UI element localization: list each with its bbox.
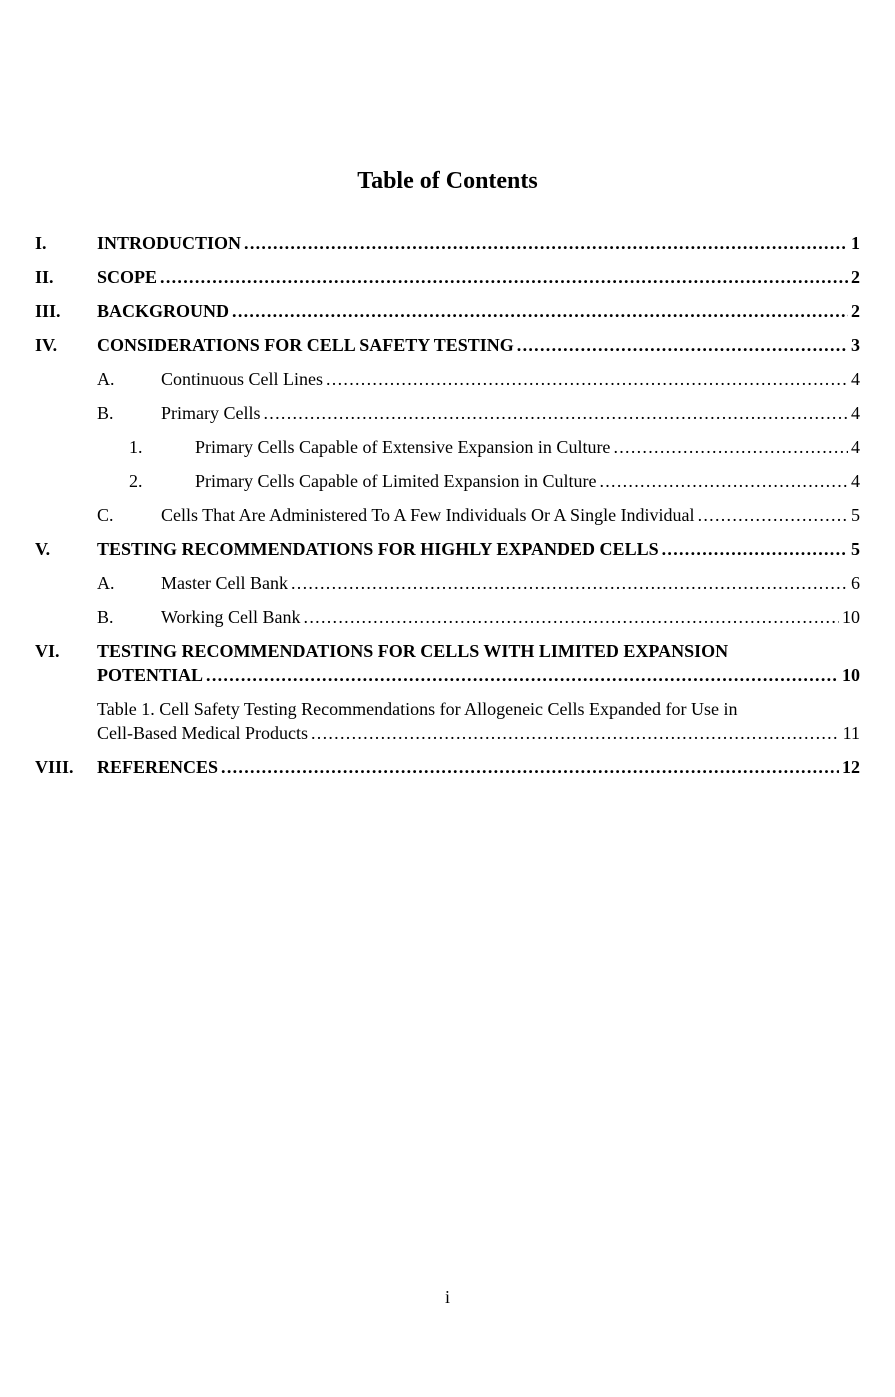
toc-page-number: 4 [851, 437, 860, 457]
toc-entry-marker: A. [97, 369, 115, 389]
toc-entry[interactable] [35, 571, 860, 595]
toc-page-number: 2 [851, 267, 860, 287]
toc-entry[interactable] [35, 367, 860, 391]
footer-page-number: i [444, 1287, 450, 1307]
toc-entry[interactable] [35, 639, 860, 687]
toc-entry-title: SCOPE [97, 267, 158, 287]
dot-leader [160, 265, 848, 289]
toc-page-number: 4 [851, 471, 860, 491]
toc-entry-marker: II. [35, 267, 54, 287]
toc-entry[interactable] [35, 537, 860, 561]
dot-leader [599, 469, 848, 493]
dot-leader [311, 721, 840, 745]
table-of-contents [0, 231, 895, 779]
toc-entry-title: INTRODUCTION [97, 233, 242, 253]
dot-leader [244, 231, 848, 255]
toc-entry[interactable] [35, 265, 860, 289]
toc-entry-title-line2: Cell-Based Medical Products [97, 723, 308, 743]
toc-entry-marker: III. [35, 301, 61, 321]
toc-entry-marker: A. [97, 573, 115, 593]
toc-entry-marker: C. [97, 505, 114, 525]
toc-entry-marker: IV. [35, 335, 58, 355]
toc-entry-title: TESTING RECOMMENDATIONS FOR HIGHLY EXPANDED CELLS [97, 539, 659, 559]
dot-leader [613, 435, 848, 459]
toc-entry-marker: VIII. [35, 757, 74, 777]
dot-leader [264, 401, 849, 425]
toc-entry-marker: 1. [129, 437, 143, 457]
toc-entry[interactable] [35, 755, 860, 779]
page-title: Table of Contents [357, 168, 538, 194]
toc-entry[interactable] [35, 605, 860, 629]
toc-page-number: 10 [842, 665, 860, 685]
toc-page-number: 4 [851, 403, 860, 423]
toc-page-number: 1 [851, 233, 860, 253]
dot-leader [517, 333, 848, 357]
toc-entry[interactable] [35, 697, 860, 745]
dot-leader [326, 367, 848, 391]
toc-entry-title: Continuous Cell Lines [161, 369, 323, 389]
toc-page-number: 5 [851, 505, 860, 525]
toc-page-number: 11 [842, 723, 860, 743]
toc-entry-title-line2: POTENTIAL [97, 665, 204, 685]
toc-entry-title: Cells That Are Administered To A Few Individuals Or A Single Individual [161, 505, 695, 525]
toc-entry-title: CONSIDERATIONS FOR CELL SAFETY TESTING [97, 335, 514, 355]
toc-entry[interactable] [35, 503, 860, 527]
toc-entry-title: Master Cell Bank [161, 573, 288, 593]
toc-entry-marker: V. [35, 539, 51, 559]
toc-entry-title: Primary Cells Capable of Limited Expansion in Culture [195, 471, 597, 491]
dot-leader [221, 755, 839, 779]
toc-entry-marker: 2. [129, 471, 143, 491]
toc-entry[interactable] [35, 231, 860, 255]
dot-leader [291, 571, 848, 595]
toc-entry-marker: VI. [35, 641, 60, 661]
dot-leader [662, 537, 848, 561]
toc-page-number: 2 [851, 301, 860, 321]
dot-leader [304, 605, 839, 629]
toc-page-number: 5 [851, 539, 860, 559]
toc-entry[interactable] [35, 469, 860, 493]
toc-entry-marker: I. [35, 233, 47, 253]
toc-entry-title-line1: TESTING RECOMMENDATIONS FOR CELLS WITH LIMITED EXPANSION [97, 641, 729, 661]
toc-entry-title: Primary Cells [161, 403, 261, 423]
toc-entry[interactable] [35, 435, 860, 459]
toc-page-number: 4 [851, 369, 860, 389]
toc-entry-marker: B. [97, 403, 114, 423]
toc-entry-title: BACKGROUND [97, 301, 230, 321]
toc-entry-marker: B. [97, 607, 114, 627]
dot-leader [698, 503, 848, 527]
toc-page-number: 3 [851, 335, 860, 355]
toc-entry-title: Working Cell Bank [161, 607, 301, 627]
toc-entry[interactable] [35, 333, 860, 357]
toc-entry-title-line1: Table 1. Cell Safety Testing Recommendations for Allogeneic Cells Expanded for Use in [97, 699, 738, 719]
toc-page-number: 12 [842, 757, 860, 777]
toc-entry-title: REFERENCES [97, 757, 219, 777]
dot-leader [232, 299, 848, 323]
toc-entry[interactable] [35, 401, 860, 425]
toc-page-number: 10 [842, 607, 860, 627]
toc-entry-title: Primary Cells Capable of Extensive Expansion in Culture [195, 437, 611, 457]
dot-leader [206, 663, 839, 687]
toc-page-number: 6 [851, 573, 860, 593]
toc-entry[interactable] [35, 299, 860, 323]
